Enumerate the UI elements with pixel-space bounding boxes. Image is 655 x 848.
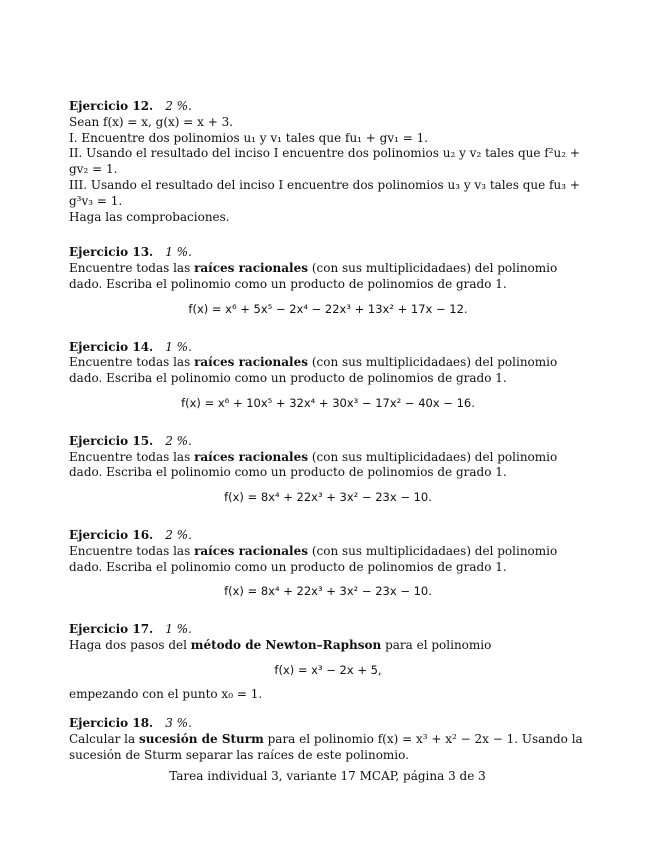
exercise-line: II. Usando el resultado del inciso I encuentre dos polinomios u₂ y v₂ tales que f²u₂ + gv₂ = 1. <box>69 146 580 177</box>
exercise-title: Ejercicio 15. <box>69 433 154 448</box>
exercise-statement: Encuentre todas las raíces racionales (con sus multiplicidadaes) del polinomio dado. Escriba el polinomio como un producto de polinomios de grado 1. <box>69 449 558 480</box>
exercise-statement: Encuentre todas las raíces racionales (con sus multiplicidadaes) del polinomio dado. Escriba el polinomio como un producto de polinomios de grado 1. <box>69 261 558 291</box>
emphasis: raíces racionales <box>194 261 309 276</box>
exercise-line: I. Encuentre dos polinomios u₁ y v₁ tales que fu₁ + gv₁ = 1. <box>69 130 429 145</box>
display-formula: f(x) = x⁶ + 10x⁵ + 32x⁴ + 30x³ − 17x² − 40x − 16. <box>181 395 475 410</box>
emphasis: sucesión de Sturm <box>138 732 264 747</box>
exercise-title: Ejercicio 18. <box>69 716 154 731</box>
exercise-weight: 2 %. <box>165 99 192 113</box>
emphasis: raíces racionales <box>194 355 309 370</box>
exercise-title: Ejercicio 13. <box>69 245 154 260</box>
exercise-weight: 3 %. <box>165 716 192 731</box>
display-formula: f(x) = x³ − 2x + 5, <box>274 662 382 677</box>
exercise-weight: 1 %. <box>165 339 192 354</box>
exercise-title: Ejercicio 12. <box>69 99 154 113</box>
exercise-line: Sean f(x) = x, g(x) = x + 3. <box>69 114 234 129</box>
exercise-weight: 2 %. <box>165 433 192 448</box>
display-formula: f(x) = 8x⁴ + 22x³ + 3x² − 23x − 10. <box>224 490 432 505</box>
exercise-statement: Encuentre todas las raíces racionales (con sus multiplicidadaes) del polinomio dado. Escriba el polinomio como un producto de polinomios de grado 1. <box>69 543 558 574</box>
exercise-title: Ejercicio 16. <box>69 527 154 542</box>
emphasis: raíces racionales <box>194 543 309 558</box>
emphasis: raíces racionales <box>194 449 309 464</box>
exercise-weight: 1 %. <box>165 245 192 260</box>
exercise-12 <box>69 99 587 225</box>
exercise-line: empezando con el punto x₀ = 1. <box>69 686 263 701</box>
display-formula: f(x) = 8x⁴ + 22x³ + 3x² − 23x − 10. <box>224 584 432 599</box>
page-footer: Tarea individual 3, variante 17 MCAP, página 3 de 3 <box>169 769 486 783</box>
exercise-statement: Haga dos pasos del método de Newton–Raphson para el polinomio <box>69 637 492 652</box>
exercise-14 <box>69 340 587 412</box>
exercise-line: Haga las comprobaciones. <box>69 209 230 224</box>
exercise-weight: 1 %. <box>165 622 192 637</box>
exercise-title: Ejercicio 17. <box>69 622 154 637</box>
exercise-16 <box>69 528 587 600</box>
exercise-18 <box>69 716 587 763</box>
exercise-title: Ejercicio 14. <box>69 339 154 354</box>
display-formula: f(x) = x⁶ + 5x⁵ − 2x⁴ − 22x³ + 13x² + 17x − 12. <box>188 301 468 316</box>
emphasis: método de Newton–Raphson <box>190 637 382 652</box>
exercise-line: III. Usando el resultado del inciso I encuentre dos polinomios u₃ y v₃ tales que fu₃ + g³v₃ = 1. <box>69 177 580 208</box>
exercise-list <box>69 99 587 770</box>
exercise-15 <box>69 434 587 506</box>
exercise-statement: Calcular la sucesión de Sturm para el polinomio f(x) = x³ + x² − 2x − 1. Usando la sucesión de Sturm separar las raíces de este polinomio. <box>69 732 583 762</box>
exercise-weight: 2 %. <box>165 527 192 542</box>
exercise-13 <box>69 245 587 317</box>
exercise-statement: Encuentre todas las raíces racionales (con sus multiplicidadaes) del polinomio dado. Escriba el polinomio como un producto de polinomios de grado 1. <box>69 355 558 386</box>
exercise-17 <box>69 622 587 702</box>
